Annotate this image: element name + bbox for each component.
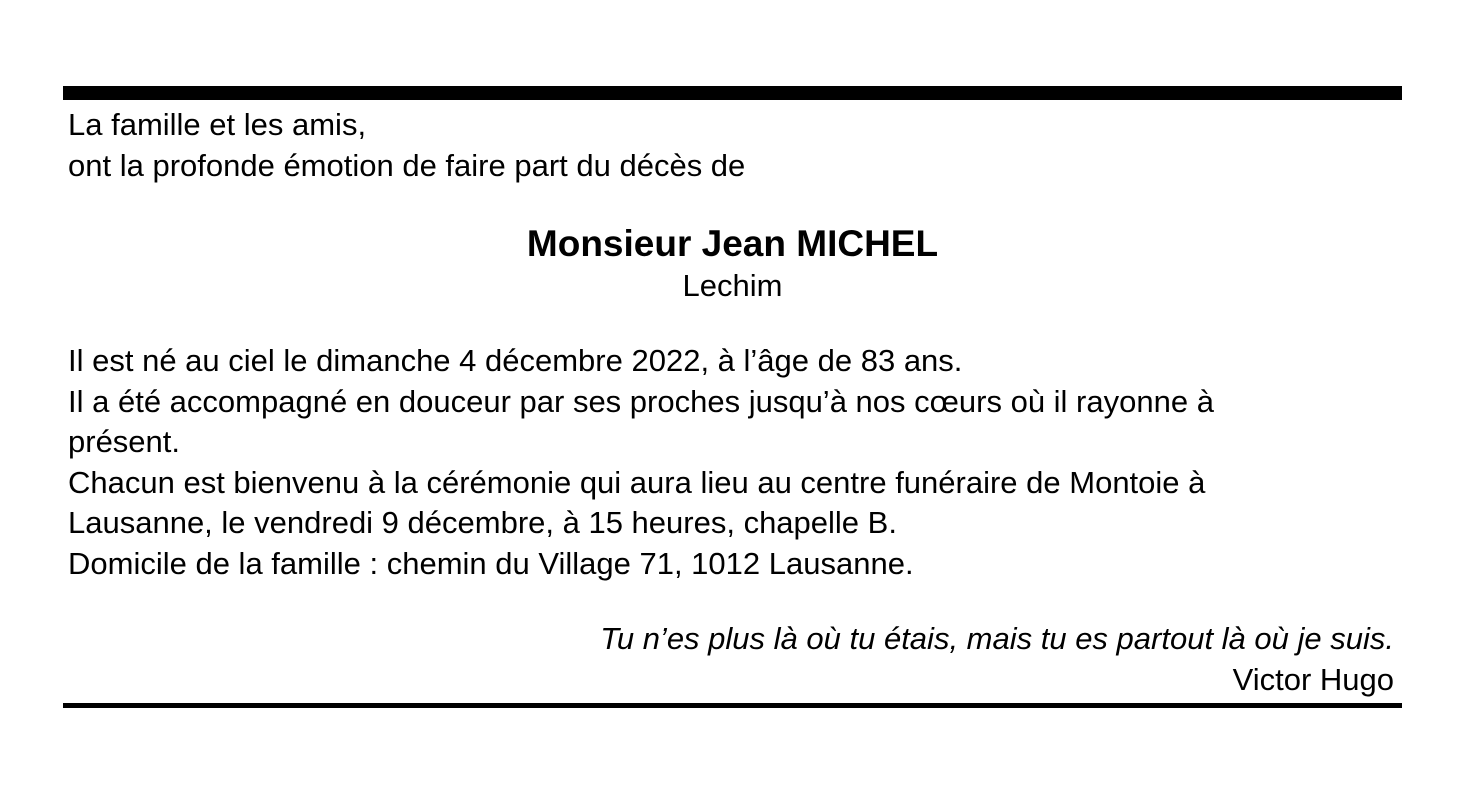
body-line: Lausanne, le vendredi 9 décembre, à 15 heures, chapelle B. (68, 505, 897, 540)
bottom-border-rule (63, 703, 1402, 708)
body-line: Chacun est bienvenu à la cérémonie qui aura lieu au centre funéraire de Montoie à (68, 464, 1206, 500)
body-line: Il est né au ciel le dimanche 4 décembre 2022, à l’âge de 83 ans. (68, 343, 963, 378)
body-line: Domicile de la famille : chemin du Village 71, 1012 Lausanne. (68, 545, 914, 581)
deceased-block (68, 221, 1397, 305)
top-border-rule (63, 86, 1402, 100)
intro-line: La famille et les amis, (68, 107, 367, 142)
intro-line: ont la profonde émotion de faire part du décès de (68, 147, 746, 183)
deceased-name: Monsieur Jean MICHEL (526, 223, 939, 264)
obituary-notice (63, 86, 1402, 708)
quote-author: Victor Hugo (1232, 661, 1394, 697)
notice-content (63, 105, 1402, 700)
announcement-body (68, 341, 1397, 584)
quote-block (68, 619, 1397, 700)
intro-block (68, 105, 1397, 186)
deceased-nickname: Lechim (682, 268, 783, 303)
body-line: Il a été accompagné en douceur par ses proches jusqu’à nos cœurs où il rayonne à (68, 383, 1214, 419)
quote-text: Tu n’es plus là où tu étais, mais tu es partout là où je suis. (600, 621, 1394, 656)
body-line: présent. (68, 424, 181, 459)
